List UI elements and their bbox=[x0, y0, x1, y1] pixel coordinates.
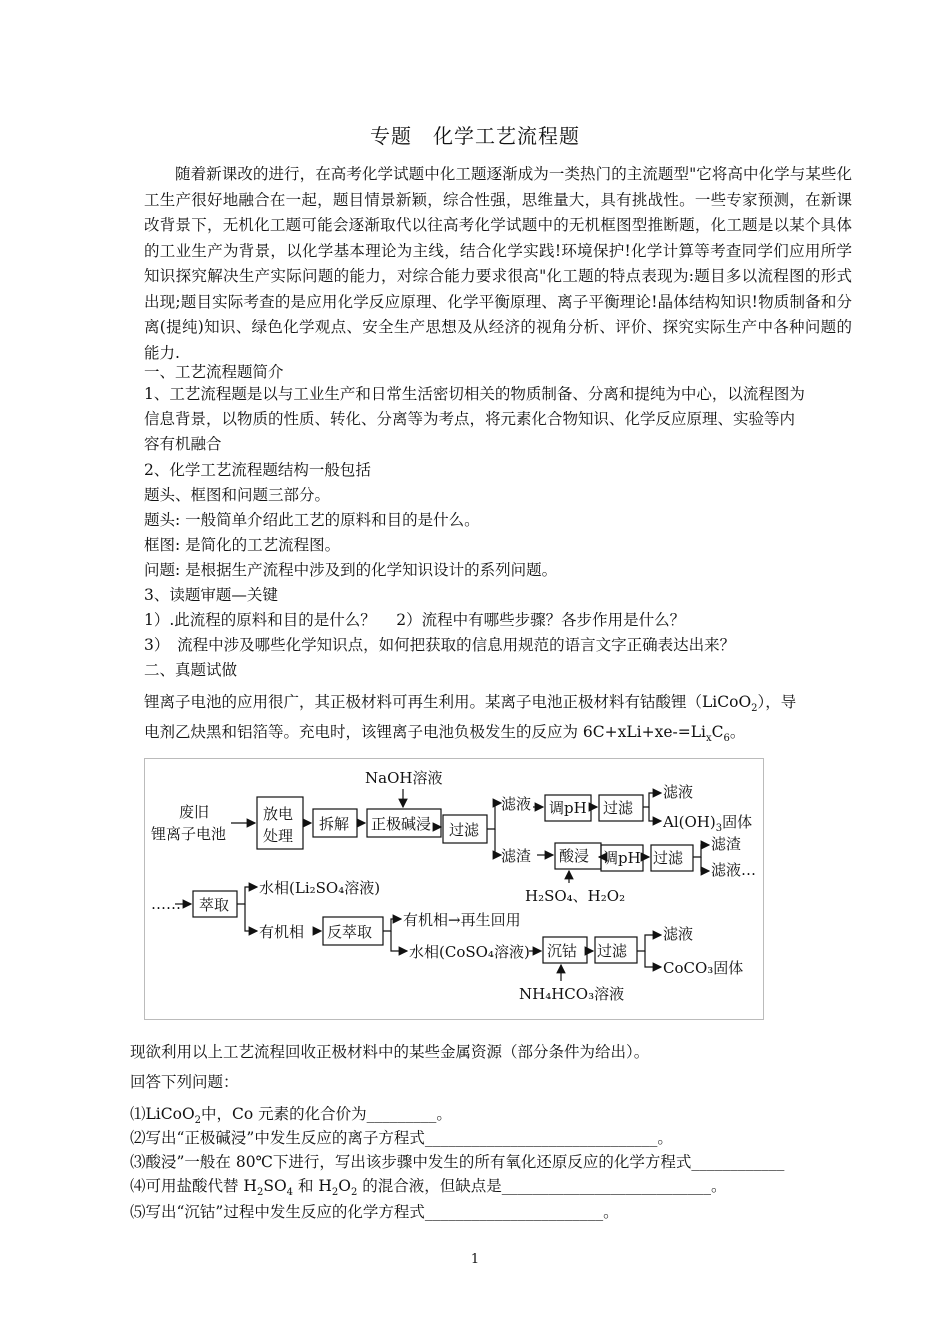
label-discharge-1: 放电 bbox=[263, 805, 294, 823]
page-title: 专题 化学工艺流程题 bbox=[370, 124, 580, 148]
label-filtrate-2: 滤液 bbox=[663, 783, 694, 801]
section1-item3: 3、读题审题—关键 bbox=[144, 586, 278, 604]
label-coco3: CoCO₃固体 bbox=[663, 959, 744, 977]
after-diagram-line1: 现欲利用以上工艺流程回收正极材料中的某些金属资源（部分条件为给出）。 bbox=[130, 1043, 650, 1061]
label-naoh: NaOH溶液 bbox=[365, 769, 443, 787]
question-1: ⑴LiCoO$_2$中，Co 元素的化合价为_________。 bbox=[130, 1105, 452, 1127]
label-precip-co: 沉钴 bbox=[547, 942, 578, 960]
label-waste-2: 锂离子电池 bbox=[151, 825, 227, 843]
section1-item1-line3: 容有机融合 bbox=[144, 435, 222, 453]
problem-stem-line1: 锂离子电池的应用很广，其正极材料可再生利用。某离子电池正极材料有钴酸锂（LiCoO$_2$），导 bbox=[144, 693, 797, 715]
label-residue-2: 滤渣 bbox=[711, 835, 742, 853]
label-adjust-ph-2: 调pH bbox=[603, 849, 641, 867]
label-h2so4-h2o2: H₂SO₄、H₂O₂ bbox=[525, 887, 626, 905]
question-definition: 问题: 是根据生产流程中涉及到的化学知识设计的系列问题。 bbox=[144, 561, 558, 579]
head-definition: 题头: 一般简单介绍此工艺的原料和目的是什么。 bbox=[144, 511, 480, 529]
label-aloh3: $Al(OH)_3$固体 bbox=[663, 813, 753, 834]
question-4: ⑷可用盐酸代替 $H_2SO_4$ 和 $H_2O_2$ 的混合液，但缺点是___________________________。 bbox=[130, 1177, 727, 1199]
label-aqueous-li: 水相(Li₂SO₄溶液) bbox=[259, 879, 381, 897]
section1-item2-parts: 题头、框图和问题三部分。 bbox=[144, 486, 331, 504]
label-residue-1: 滤渣 bbox=[501, 847, 532, 865]
section1-item1-line2: 信息背景，以物质的性质、转化、分离等为考点，将元素化合物知识、化学反应原理、实验等内 bbox=[144, 410, 796, 428]
section2-heading: 二、真题试做 bbox=[144, 661, 238, 679]
section1-item3-q12: 1）.此流程的原料和目的是什么？ 2）流程中有哪些步骤？各步作用是什么？ bbox=[144, 611, 686, 629]
section1-item1-line1: 1、工艺流程题是以与工业生产和日常生活密切相关的物质制备、分离和提纯为中心，以流程图为 bbox=[144, 385, 805, 403]
label-extract: 萃取 bbox=[199, 896, 230, 914]
frame-definition: 框图: 是简化的工艺流程图。 bbox=[144, 536, 341, 554]
label-nh4hco3: NH₄HCO₃溶液 bbox=[519, 985, 625, 1003]
label-filter-3: 过滤 bbox=[653, 849, 684, 867]
label-dots: …… bbox=[151, 895, 181, 913]
problem-stem-line2: 电剂乙炔黑和铝箔等。充电时，该锂离子电池负极发生的反应为 $6C+xLi+xe-=Li_xC_6$。 bbox=[144, 723, 746, 745]
after-diagram-line2: 回答下列问题： bbox=[130, 1073, 239, 1091]
label-adjust-ph-1: 调pH bbox=[549, 799, 587, 817]
label-organic-recycle: 有机相→再生回用 bbox=[403, 911, 521, 929]
label-dismantle: 拆解 bbox=[319, 815, 350, 833]
label-filtrate-3: 滤液 bbox=[663, 925, 694, 943]
section1-heading: 一、工艺流程题简介 bbox=[144, 363, 284, 381]
label-discharge-2: 处理 bbox=[263, 827, 294, 845]
label-filtrate-1: 滤液 bbox=[501, 795, 532, 813]
label-acid-leach: 酸浸 bbox=[559, 847, 590, 865]
section1-item2: 2、化学工艺流程题结构一般包括 bbox=[144, 461, 371, 479]
question-5: ⑸写出“沉钴”过程中发生反应的化学方程式_______________________。 bbox=[130, 1203, 619, 1221]
label-aqueous-co: 水相(CoSO₄溶液) bbox=[409, 943, 530, 961]
label-organic: 有机相 bbox=[259, 923, 305, 941]
section1-item3-q3: 3） 流程中涉及哪些化学知识点，如何把获取的信息用规范的语言文字正确表达出来？ bbox=[144, 636, 736, 654]
process-flow-diagram bbox=[144, 758, 764, 1020]
page-number: 1 bbox=[470, 1252, 480, 1267]
question-3: ⑶酸浸”一般在 80℃下进行，写出该步骤中发生的所有氧化还原反应的化学方程式____________ bbox=[130, 1153, 785, 1171]
label-filter-2: 过滤 bbox=[603, 799, 634, 817]
label-back-extract: 反萃取 bbox=[327, 923, 373, 941]
intro-paragraph: 随着新课改的进行，在高考化学试题中化工题逐渐成为一类热门的主流题型"它将高中化学与某些化工生产很好地融合在一起，题目情景新颖，综合性强，思维量大，具有挑战性。一些专家预测，在新课改背景下，无机化工题可能会逐渐取代以往高考化学试题中的无机框图型推断题，化工题是以某个具体的工业生产为背景，以化学基本理论为主线，结合化学实践!环境保护!化学计算等考查同学们应用所学知识探究解决生产实际问题的能力，对综合能力要求很高"化工题的特点表现为:题目多以流程图的形式出现;题目实际考查的是应用化学反应原理、化学平衡原理、离子平衡理论!晶体结构知识!物质制备和分离(提纯)知识、绿色化学观点、安全生产思想及从经济的视角分析、评价、探究实际生产中各种问题的能力. bbox=[144, 165, 852, 362]
label-alkali-leach: 正极碱浸 bbox=[371, 815, 432, 833]
label-filter-1: 过滤 bbox=[449, 821, 480, 839]
label-waste-1: 废旧 bbox=[179, 803, 210, 821]
question-2: ⑵写出“正极碱浸”中发生反应的离子方程式______________________________。 bbox=[130, 1129, 673, 1147]
label-filter-4: 过滤 bbox=[597, 942, 628, 960]
label-filtrate-more: 滤液… bbox=[711, 861, 757, 879]
